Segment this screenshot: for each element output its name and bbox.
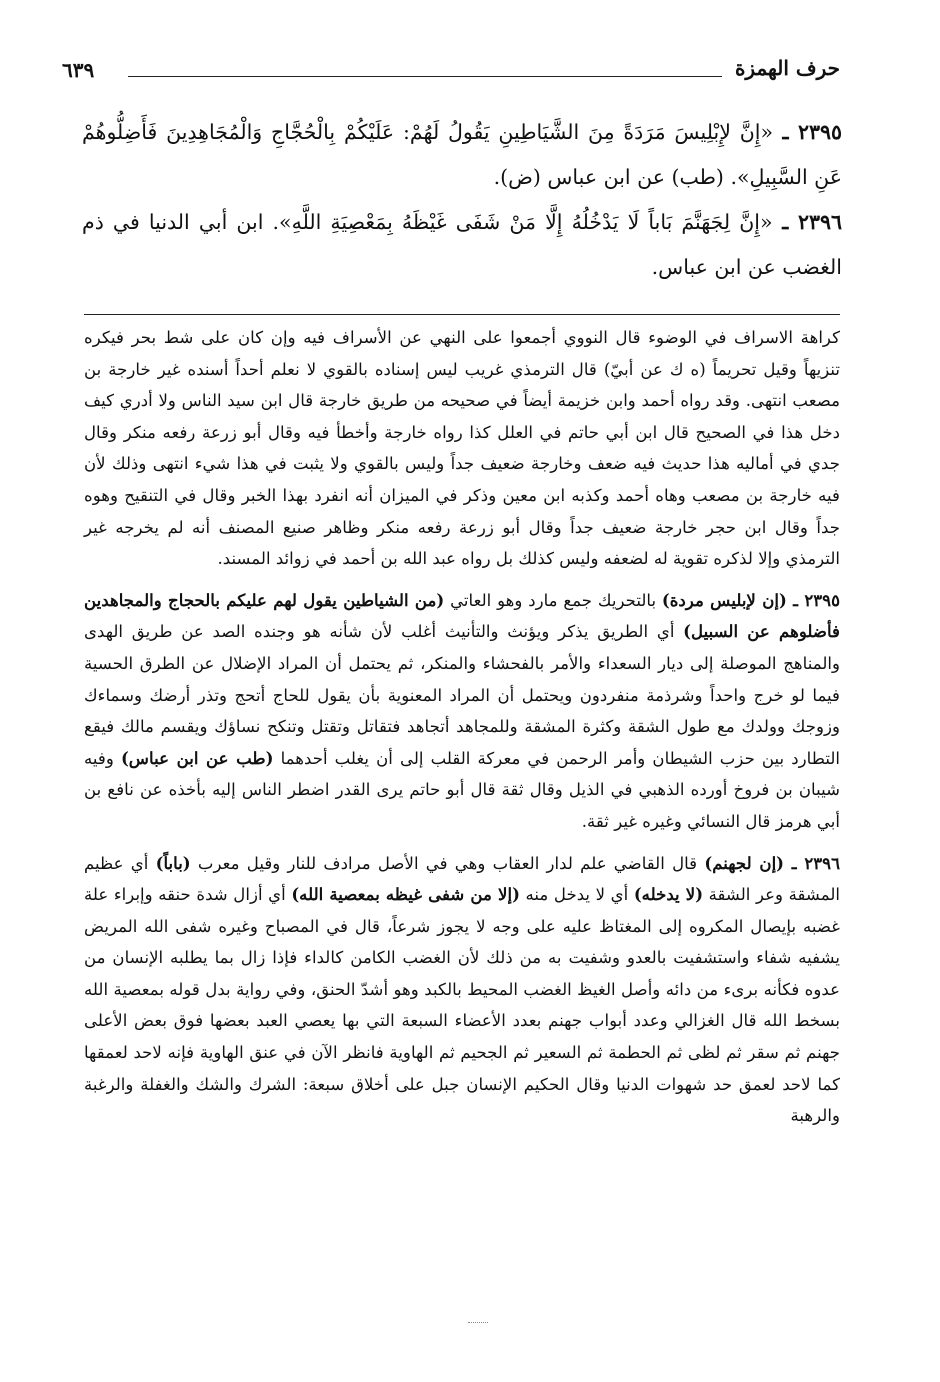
footnote-separator [84,314,840,315]
hadith-number: ٢٣٩٥ [797,120,842,144]
hadith-text-block [82,110,842,290]
commentary-dash: ـ [786,589,805,610]
commentary-block [84,322,840,1142]
hadith-number: ٢٣٩٦ [797,210,842,234]
hadith-source: (طب) عن ابن عباس (ض). [493,165,731,189]
page-header [62,56,840,90]
commentary-quote: (إن لإبليس مردة) [661,589,787,610]
commentary-text: أي عظيم المشقة وعر الشقة [84,853,840,905]
commentary-paragraph-2 [84,585,840,838]
commentary-number: ٢٣٩٥ [804,589,840,610]
page-number: ٦٣٩ [62,58,95,82]
hadith-entry-2395 [82,110,842,200]
commentary-paragraph-3 [84,848,840,1132]
commentary-paragraph-1: كراهة الاسراف في الوضوء قال النووي أجمعوا على النهي عن الأسراف فيه وإن كان على شط بحر فيكره تنزيهاً وقيل تحريماً (ه ك عن أبيّ) قال الترمذي غريب ليس إسناده بالقوي لا نعلم أحداً أسنده غير خارجة بن مصعب انتهى. وقد رواه أحمد وابن خزيمة أيضاً في صحيحه من طريق خارجة قال ابن سيد الناس ولا أدري كيف دخل هذا في الصحيح قال ابن أبي حاتم في العلل كذا رواه خارجة وأخطأ فيه وقال أبو زرعة رفعه منكر وقال جدي في أماليه هذا حديث فيه ضعف وخارجة ضعيف جداً وليس بالقوي ولا يثبت في هذا شيء انتهى وذلك لأن فيه خارجة بن مصعب وهاه أحمد وكذبه ابن معين وذكر في الميزان أنه انفرد بهذا الخبر وقال في التنقيح وهوه جداً وقال ابن حجر خارجة ضعيف جداً وقال أبو زرعة رفعه منكر وظاهر صنيع المصنف أنه لم يخرجه غير الترمذي وإلا لذكره تقوية له لضعفه وليس كذلك بل رواه عبد الله بن أحمد في زوائد المسند. [84,328,840,569]
hadith-entry-2396 [82,200,842,290]
page-footer-mark [468,1322,488,1327]
commentary-text: وفيه شيبان بن فروخ أورده الذهبي في الذيل وقال ثقة قال أبو حاتم يرى القدر اضطر الناس إليه بأخذه عن نافع بن أبي هرمز قال النسائي وغيره غير ثقة. [84,748,840,831]
commentary-text: أي الطريق يذكر ويؤنث والتأنيث أغلب لأن شأنه هو وجنده الصد عن طريق الهدى والمناهج الموصلة إلى ديار السعداء والأمر بالفحشاء والمنكر، ثم يحتمل أن المراد الإضلال عن الطرق الحسية فيما لو خرج واحداً وشرذمة منفردون ويحتمل أن المراد المعنوية بأن يقول للحاج أتحج وتذر أرضك وسماءك وزوجك وولدك مع طول الشقة وكثرة المشقة وللمجاهد أتجاهد فتقاتل وتقتل وتنكح نساؤك ويقسم مالك فيقع التطارد بين حزب الشيطان وأمر الرحمن في معركة القلب إلى أن يغلب أحدهما [84,622,840,768]
commentary-dash: ـ [784,852,805,873]
chapter-title: حرف الهمزة [734,56,840,80]
commentary-text: قال القاضي علم لدار العقاب وهي في الأصل مرادف للنار وقيل معرب [190,853,705,873]
hadith-text: «إِنَّ لإِبْلِيسَ مَرَدَةً مِنَ الشَّيَاطِينِ يَقُولُ لَهُمْ: عَلَيْكُمْ بِالْحُجَّاجِ وَالْمُجَاهِدِينَ فَأَضِلُّوهُمْ عَنِ السَّبِيلِ». [82,120,842,189]
hadith-dash: ـ [772,210,798,234]
commentary-quote: (من الشياطين يقول لهم عليكم بالحجاج والمجاهدين فأضلوهم عن السبيل) [84,589,840,642]
commentary-text: أي أزال شدة حنقه وإبراء علة غضبه بإيصال المكروه إلى المغتاظ عليه على وجه لا يجوز شرعاً، قال في المصباح وغيره شفى الله المريض يشفيه شفاء واستشفيت بالعدو وشفيت به من ذلك لأن الغضب الكامن كالداء فإذا زال بما يطلبه الإنسان من عدوه فكأنه برىء من دائه وأصل الغيظ الغضب المحيط بالكبد وهو أشدّ الحنق، وفي رواية بدل قوله بمعصية الله بسخط الله قال الغزالي وعدد أبواب جهنم بعدد الأعضاء السبعة التي بها يعصي العبد بعضها فوق بعض الأعلى جهنم ثم سقر ثم لظى ثم الحطمة ثم السعير ثم الجحيم ثم الهاوية فانظر الآن في عنق الهاوية فإنه لاحد لعمقها كما لاحد لعمق حد شهوات الدنيا وقال الحكيم الإنسان جبل على أخلاق سبعة: الشرك والشك والغفلة والرغبة والرهبة [84,885,840,1126]
commentary-text: بالتحريك جمع مارد وهو العاتي [444,590,662,610]
commentary-quote: (باباً) [155,852,191,873]
commentary-quote: (إن لجهنم) [704,852,785,873]
commentary-quote: (لا يدخله) [633,884,704,905]
commentary-quote: (إلا من شفى غيظه بمعصية الله) [291,884,520,905]
header-rule [128,76,722,77]
commentary-number: ٢٣٩٦ [804,852,841,873]
hadith-source: ابن أبي الدنيا في ذم الغضب عن ابن عباس. [82,210,842,279]
hadith-dash: ـ [773,120,798,144]
hadith-text: «إِنَّ لِجَهَنَّمَ بَاباً لَا يَدْخُلُهُ إِلَّا مَنْ شَفَى غَيْظَهُ بِمَعْصِيَةِ اللَّهِ». [272,210,773,234]
commentary-quote: (طب عن ابن عباس) [120,747,274,768]
commentary-text: أي لا يدخل منه [519,885,634,905]
